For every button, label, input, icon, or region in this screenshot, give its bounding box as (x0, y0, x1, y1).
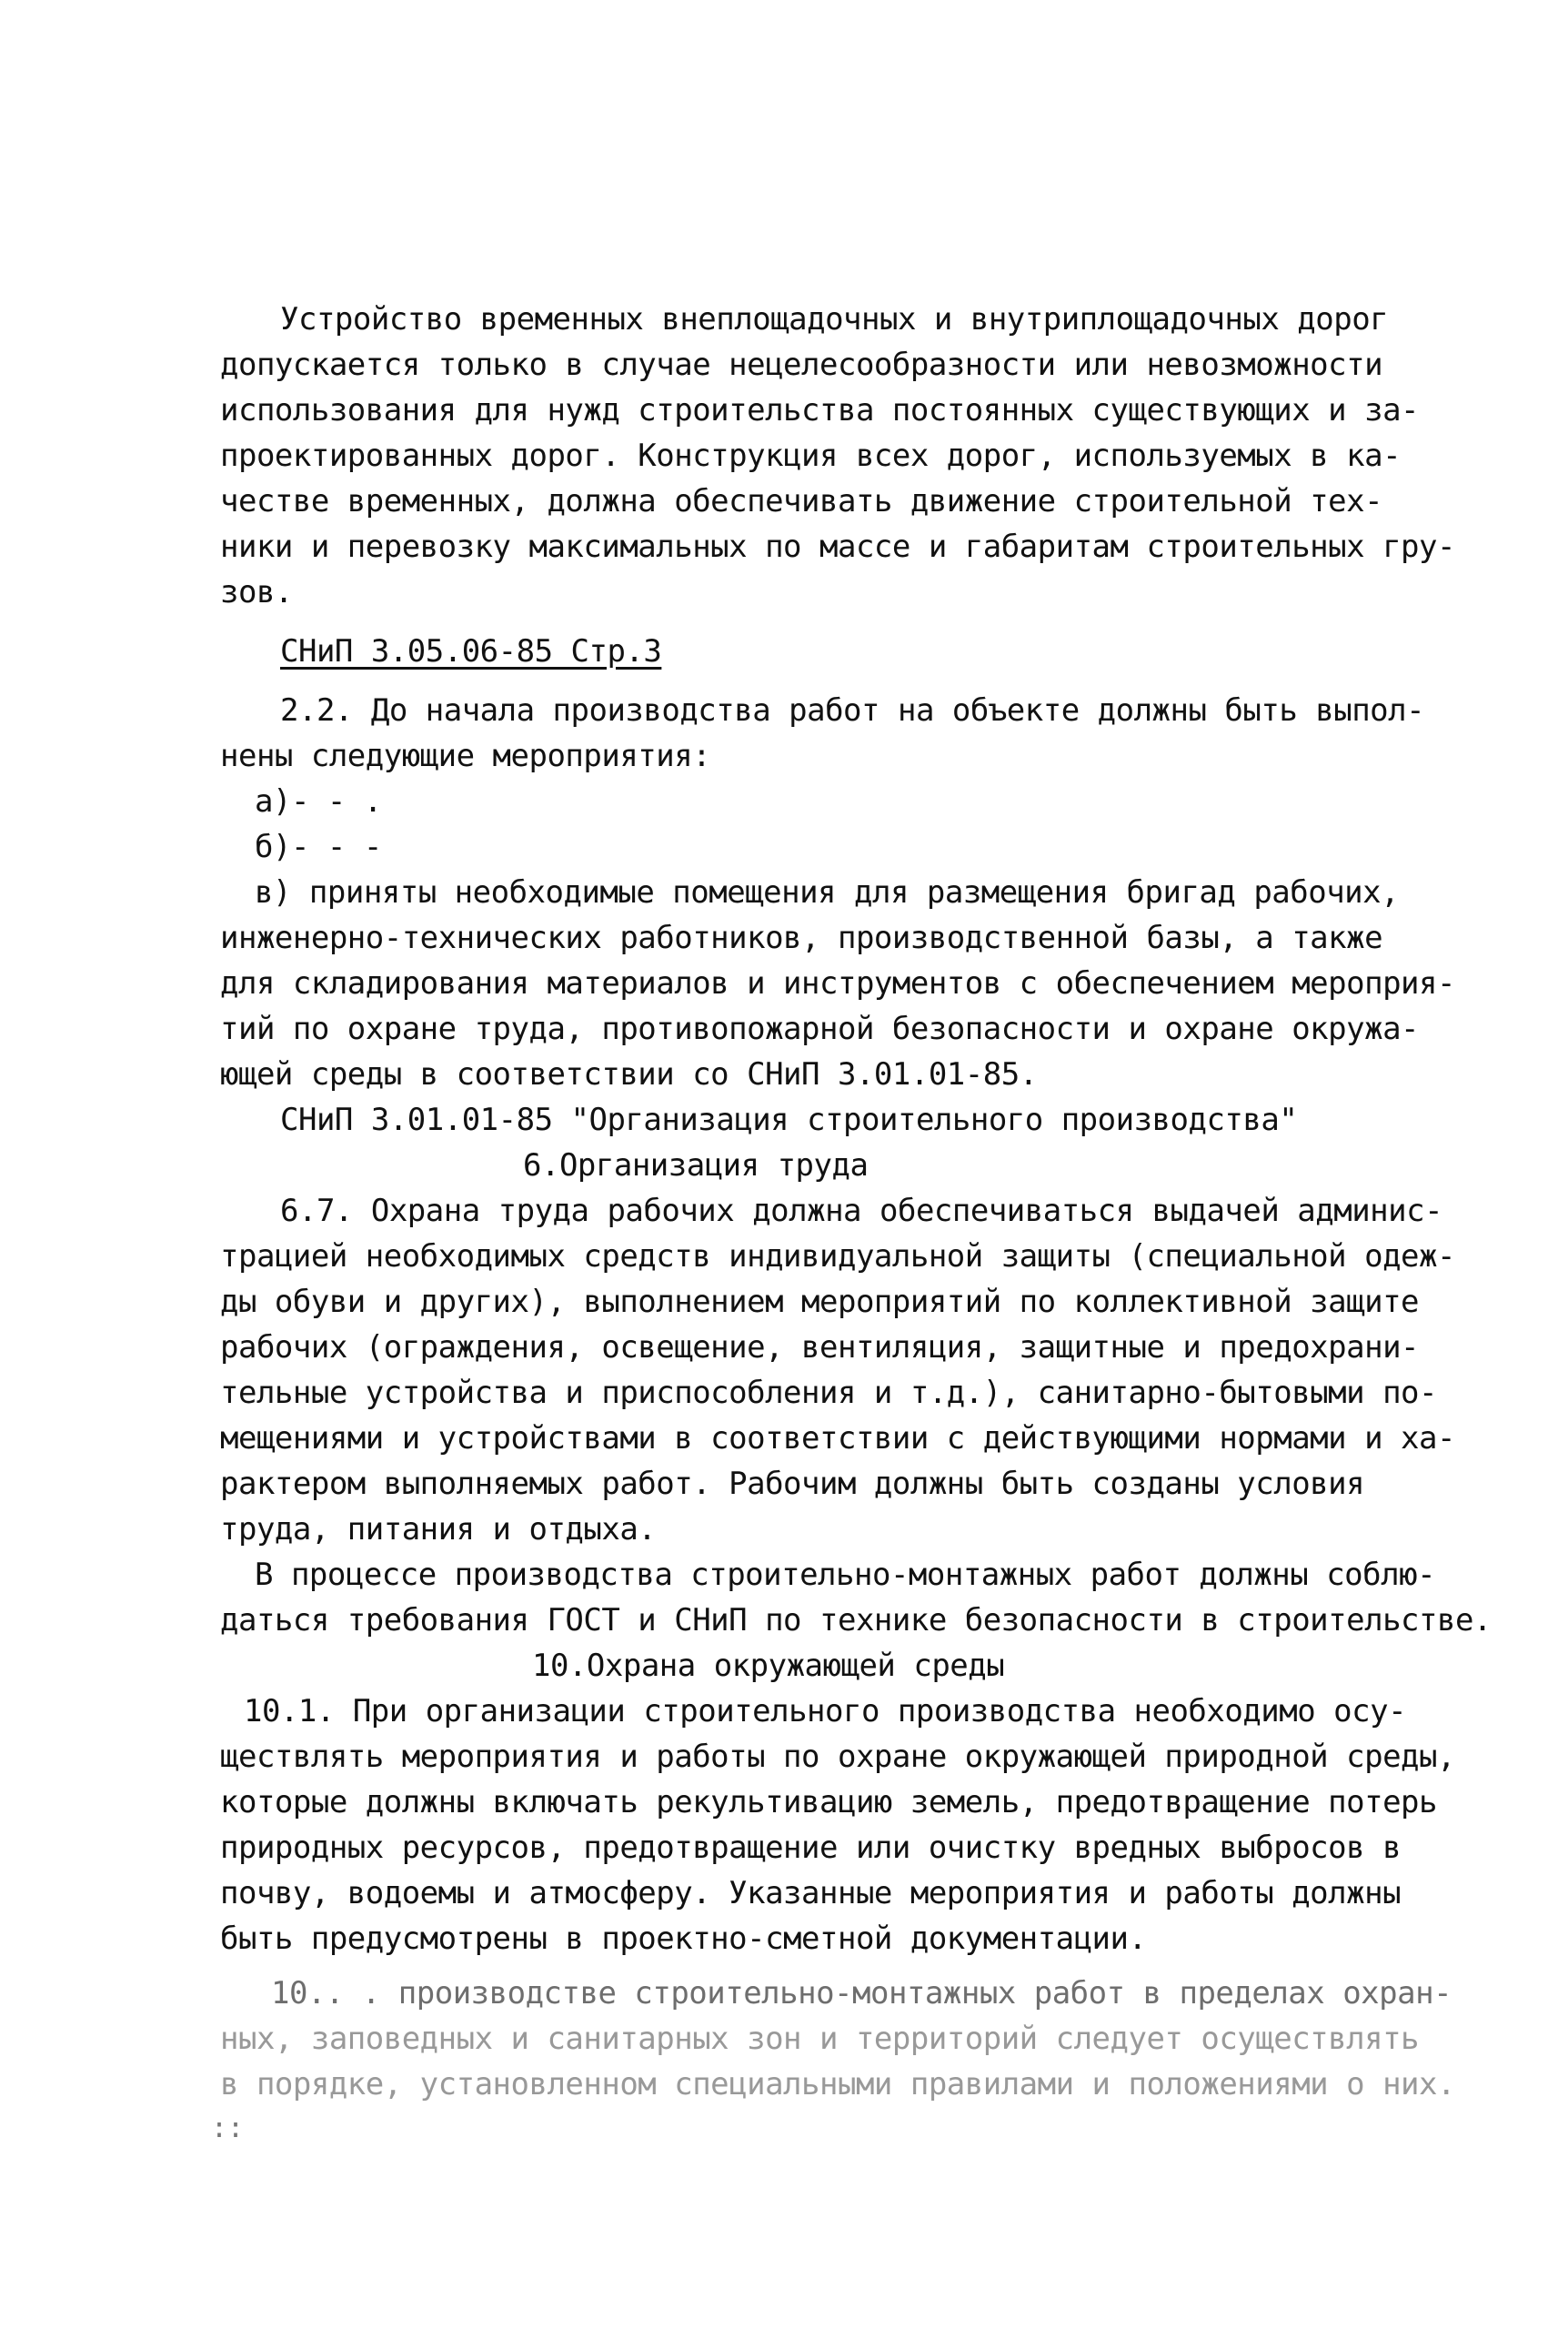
clause-item-v-line: инженерно-технических работников, производственной базы, а также (220, 920, 1383, 956)
clause-6-7-line: рабочих (ограждения, освещение, вентиляция, защитные и предохрани- (220, 1329, 1420, 1366)
clause-10-x-line: 10.. . производстве строительно-монтажных работ в пределах охран- (271, 1975, 1452, 2011)
clause-10-x-line: ных, заповедных и санитарных зон и территорий следует осуществлять (220, 2021, 1420, 2057)
clause-10-1-line: природных ресурсов, предотвращение или очистку вредных выбросов в (220, 1830, 1402, 1866)
intro-line: зов. (220, 574, 293, 610)
clause-6-7-line: мещениями и устройствами в соответствии с действующими нормами и ха- (220, 1420, 1455, 1457)
clause-6-7-line: труда, питания и отдыха. (220, 1511, 657, 1548)
process-line: В процессе производства строительно-монтажных работ должны соблю- (255, 1557, 1436, 1593)
clause-2-2-line: нены следующие мероприятия: (220, 738, 711, 774)
intro-line: проектированных дорог. Конструкция всех дорог, используемых в ка- (220, 438, 1402, 474)
clause-6-7-line: трацией необходимых средств индивидуальной защиты (специальной одеж- (220, 1238, 1455, 1275)
section-reference: СНиП 3.05.06-85 Стр.3 (280, 633, 662, 670)
clause-6-7-line: рактером выполняемых работ. Рабочим должны быть созданы условия (220, 1466, 1365, 1502)
clause-2-2-line: 2.2. До начала производства работ на объекте должны быть выпол- (280, 692, 1425, 729)
bottom-mark: :: (211, 2112, 245, 2144)
intro-line: допускается только в случае нецелесообразности или невозможности (220, 347, 1383, 383)
clause-10-1-line: 10.1. При организации строительного производства необходимо осу- (244, 1693, 1407, 1729)
clause-10-1-line: ществлять мероприятия и работы по охране окружающей природной среды, (220, 1739, 1455, 1775)
clause-item-v-line: в) приняты необходимые помещения для размещения бригад рабочих, (255, 874, 1400, 911)
snip-title: СНиП 3.01.01-85 "Организация строительного производства" (280, 1102, 1298, 1138)
clause-item-v-line: для складирования материалов и инструментов с обеспечением мероприя- (220, 965, 1455, 1002)
clause-item-a: а)- - . (255, 783, 382, 820)
intro-line: честве временных, должна обеспечивать движение строительной тех- (220, 483, 1383, 519)
section-6-title: 6.Организация труда (523, 1147, 869, 1184)
clause-item-v-line: тий по охране труда, противопожарной безопасности и охране окружа- (220, 1011, 1420, 1047)
intro-line: использования для нужд строительства постоянных существующих и за- (220, 392, 1420, 428)
section-10-title: 10.Охрана окружающей среды (532, 1648, 1005, 1684)
intro-line: ники и перевозку максимальных по массе и габаритам строительных гру- (220, 529, 1455, 565)
clause-6-7-line: 6.7. Охрана труда рабочих должна обеспечиваться выдачей админис- (280, 1193, 1443, 1229)
clause-10-x-line: в порядке, установленном специальными правилами и положениями о них. (220, 2066, 1455, 2102)
clause-10-1-line: быть предусмотрены в проектно-сметной документации. (220, 1921, 1147, 1957)
intro-line: Устройство временных внеплощадочных и внутриплощадочных дорог (280, 301, 1389, 338)
process-line: даться требования ГОСТ и СНиП по технике безопасности в строительстве. (220, 1602, 1492, 1638)
clause-10-1-line: которые должны включать рекультивацию земель, предотвращение потерь (220, 1784, 1437, 1820)
clause-6-7-line: тельные устройства и приспособления и т.д.), санитарно-бытовыми по- (220, 1375, 1437, 1411)
clause-item-b: б)- - - (255, 829, 382, 865)
clause-6-7-line: ды обуви и других), выполнением мероприятий по коллективной защите (220, 1284, 1420, 1320)
clause-10-1-line: почву, водоемы и атмосферу. Указанные мероприятия и работы должны (220, 1875, 1402, 1911)
clause-item-v-line: ющей среды в соответствии со СНиП 3.01.01-85. (220, 1056, 1038, 1093)
